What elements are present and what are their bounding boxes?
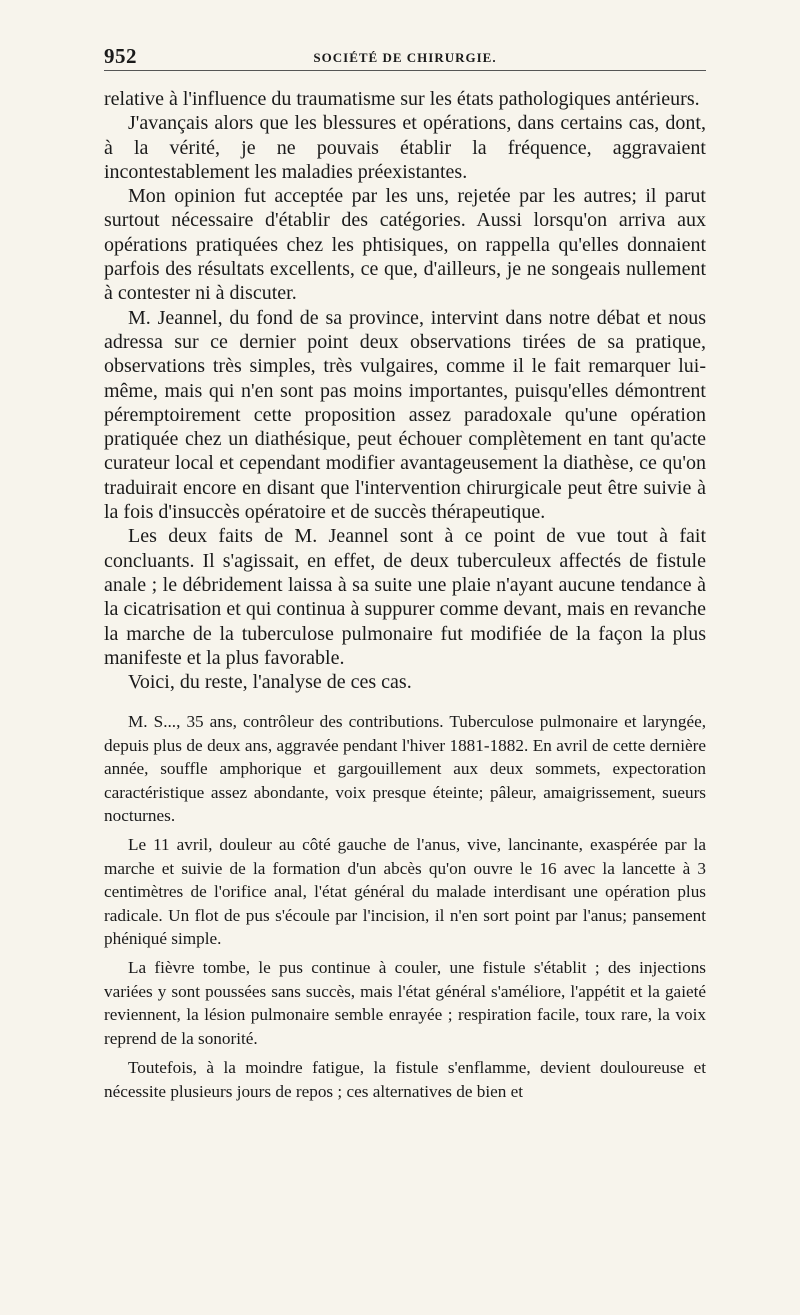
running-head — [104, 40, 706, 71]
paragraph: Les deux faits de M. Jeannel sont à ce point de vue tout à fait concluants. Il s'agissait, en effet, de deux tuberculeux affectés de fistule anale ; le débridement laissa à sa suite une plaie n'ayant aucune tendance à la cicatrisation et qui continua à suppurer comme devant, mais en revanche la marche de la tuberculose pulmonaire fut modifiée de la façon la plus manifeste et la plus favorable. — [104, 525, 706, 669]
paragraph: Voici, du reste, l'analyse de ces cas. — [128, 671, 412, 694]
book-page — [104, 40, 706, 1103]
paragraph: Mon opinion fut acceptée par les uns, rejetée par les autres; il parut surtout nécessaire d'établir des catégories. Aussi lorsqu'on arriva aux opérations pratiquées chez les phtisiques, on rappella qu'elles donnaient parfois des résultats excellents, ce que, d'ailleurs, je ne songeais nullement à contester ni à discuter. — [104, 185, 706, 305]
observation-text — [104, 710, 706, 1103]
paragraph: relative à l'influence du traumatisme sur les états pathologiques antérieurs. — [104, 88, 700, 110]
journal-title: SOCIÉTÉ DE CHIRURGIE. — [313, 50, 497, 65]
paragraph: J'avançais alors que les blessures et opérations, dans certains cas, dont, à la vérité, je ne pouvais établir la fréquence, aggravaient incontestablement les maladies préexistantes. — [104, 112, 706, 183]
observation-paragraph: Le 11 avril, douleur au côté gauche de l'anus, vive, lancinante, exaspérée par la marche et suivie de la formation d'un abcès qu'on ouvre le 16 avec la lancette à 3 centimètres de l'orifice anal, l'état général du malade interdisant une opération plus radicale. Un flot de pus s'écoule par l'incision, il n'en sort point par l'anus; pansement phéniqué simple. — [104, 835, 706, 949]
page-number: 952 — [104, 44, 137, 68]
observation-paragraph: Toutefois, à la moindre fatigue, la fistule s'enflamme, devient douloureuse et nécessite plusieurs jours de repos ; ces alternatives de bien et — [104, 1058, 706, 1101]
paragraph: M. Jeannel, du fond de sa province, intervint dans notre débat et nous adressa sur ce dernier point deux observations tirées de sa pratique, observations très simples, très vulgaires, comme il le fait remarquer lui-même, mais qui n'en sont pas moins importantes, puisqu'elles démontrent péremptoirement cette proposition assez paradoxale qu'une opération pratiquée chez un diathésique, peut échouer complètement en tant qu'acte curateur local et cependant modifier avantageusement la diathèse, ce qu'on traduirait encore en disant que l'intervention chirurgicale peut être suivie à la fois d'insuccès opératoire et de succès thérapeutique. — [104, 306, 706, 524]
main-text — [104, 87, 706, 694]
observation-paragraph: La fièvre tombe, le pus continue à couler, une fistule s'établit ; des injections variées y sont poussées sans succès, mais l'état général s'améliore, l'appétit et la gaieté reviennent, la lésion pulmonaire semble enrayée ; respiration facile, toux rare, la voix reprend de la sonorité. — [104, 958, 706, 1048]
observation-paragraph: M. S..., 35 ans, contrôleur des contributions. Tuberculose pulmonaire et laryngée, depuis plus de deux ans, aggravée pendant l'hiver 1881-1882. En avril de cette dernière année, souffle amphorique et gargouillement aux deux sommets, expectoration caractéristique assez abondante, voix presque éteinte; pâleur, amaigrissement, sueurs nocturnes. — [104, 712, 706, 826]
